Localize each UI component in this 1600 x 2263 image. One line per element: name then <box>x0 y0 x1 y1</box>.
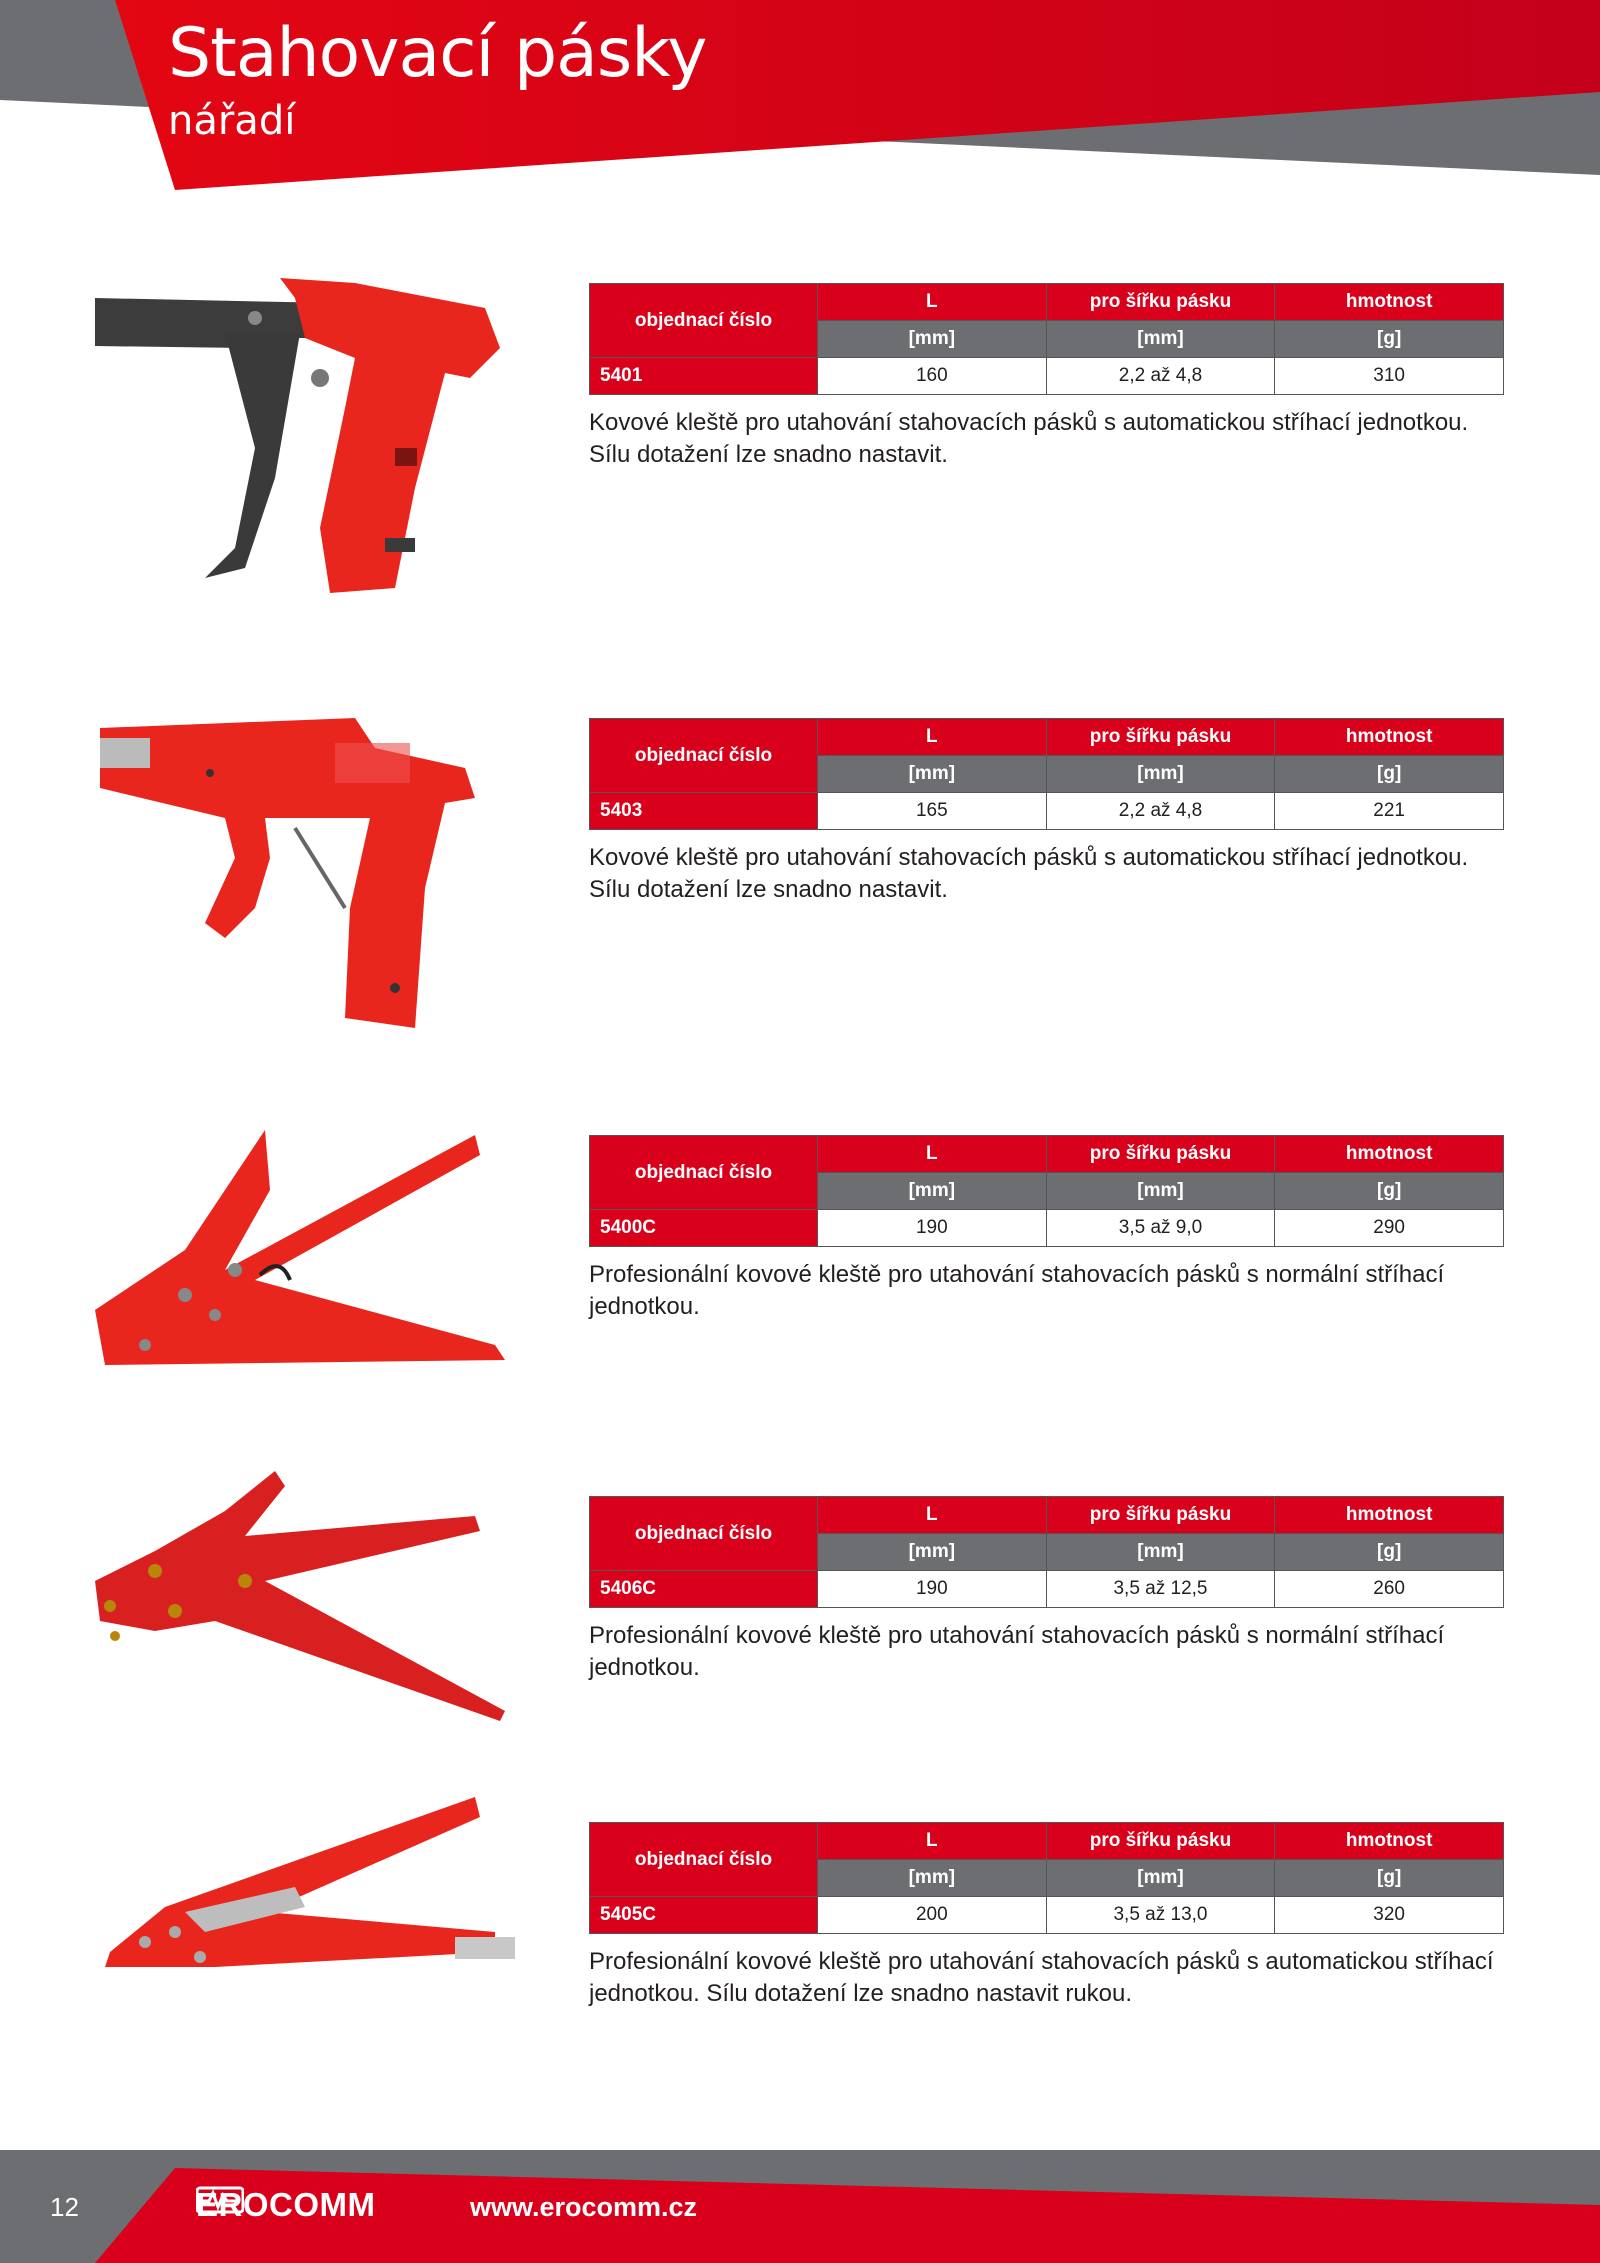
unit-weight: [g] <box>1275 1860 1504 1897</box>
header-weight: hmotnost <box>1275 284 1504 321</box>
unit-width: [mm] <box>1046 321 1275 358</box>
header-order-no: objednací číslo <box>590 284 818 358</box>
header-width: pro šířku pásku <box>1046 1497 1275 1534</box>
cable-tie-gun-illustration <box>95 278 515 598</box>
unit-weight: [g] <box>1275 756 1504 793</box>
erocomm-logo-icon <box>196 2186 244 2214</box>
header-length: L <box>818 1497 1047 1534</box>
weight-value: 310 <box>1275 358 1504 395</box>
product-description: Profesionální kovové kleště pro utahování stahovacích pásků s normální stříhací jednotkou. <box>589 1261 1445 1320</box>
order-number: 5403 <box>590 793 818 830</box>
page-header <box>0 0 1600 200</box>
brand-name: EROCOMM <box>196 2186 376 2223</box>
brand-logo <box>196 2186 376 2224</box>
unit-length: [mm] <box>818 1534 1047 1571</box>
product-description: Kovové kleště pro utahování stahovacích pásků s automatickou stříhací jednotkou. Sílu dotažení lze snadno nastavit. <box>589 844 1469 903</box>
unit-weight: [g] <box>1275 1534 1504 1571</box>
order-number: 5401 <box>590 358 818 395</box>
cable-tie-tensioner-illustration <box>95 1471 515 1791</box>
unit-weight: [g] <box>1275 321 1504 358</box>
weight-value: 260 <box>1275 1571 1504 1608</box>
header-weight: hmotnost <box>1275 719 1504 756</box>
header-length: L <box>818 1136 1047 1173</box>
weight-value: 221 <box>1275 793 1504 830</box>
length-value: 200 <box>818 1897 1047 1934</box>
header-length: L <box>818 719 1047 756</box>
spec-table <box>589 1496 1504 1608</box>
table-row <box>590 793 1504 830</box>
order-number: 5400C <box>590 1210 818 1247</box>
table-row <box>590 1571 1504 1608</box>
unit-length: [mm] <box>818 1173 1047 1210</box>
width-value: 2,2 až 4,8 <box>1046 793 1275 830</box>
width-value: 2,2 až 4,8 <box>1046 358 1275 395</box>
cable-tie-gun-illustration <box>95 708 515 1028</box>
product-description: Kovové kleště pro utahování stahovacích pásků s automatickou stříhací jednotkou. Sílu dotažení lze snadno nastavit. <box>589 409 1469 468</box>
spec-table <box>589 1135 1504 1247</box>
order-number: 5406C <box>590 1571 818 1608</box>
width-value: 3,5 až 12,5 <box>1046 1571 1275 1608</box>
product-description: Profesionální kovové kleště pro utahování stahovacích pásků s normální stříhací jednotkou. <box>589 1622 1445 1681</box>
length-value: 165 <box>818 793 1047 830</box>
page-footer <box>0 2150 1600 2263</box>
unit-width: [mm] <box>1046 1860 1275 1897</box>
header-width: pro šířku pásku <box>1046 284 1275 321</box>
header-width: pro šířku pásku <box>1046 1136 1275 1173</box>
header-order-no: objednací číslo <box>590 719 818 793</box>
page-number: 12 <box>50 2192 79 2222</box>
header-weight: hmotnost <box>1275 1497 1504 1534</box>
unit-width: [mm] <box>1046 756 1275 793</box>
weight-value: 320 <box>1275 1897 1504 1934</box>
header-weight: hmotnost <box>1275 1136 1504 1173</box>
spec-table <box>589 1822 1504 1934</box>
length-value: 190 <box>818 1210 1047 1247</box>
table-row <box>590 1897 1504 1934</box>
header-order-no: objednací číslo <box>590 1497 818 1571</box>
header-order-no: objednací číslo <box>590 1136 818 1210</box>
product-image <box>95 1471 515 1791</box>
product-description: Profesionální kovové kleště pro utahování stahovacích pásků s automatickou stříhací jednotkou. Sílu dotažení lze snadno nastavit rukou. <box>589 1948 1494 2007</box>
width-value: 3,5 až 9,0 <box>1046 1210 1275 1247</box>
page-title: Stahovací pásky <box>168 14 707 93</box>
table-row <box>590 358 1504 395</box>
product-image <box>95 278 515 598</box>
length-value: 160 <box>818 358 1047 395</box>
product-image <box>95 708 515 1028</box>
website-link[interactable]: www.erocomm.cz <box>470 2192 698 2222</box>
table-row <box>590 1210 1504 1247</box>
cable-tie-tensioner-illustration <box>95 1130 515 1450</box>
weight-value: 290 <box>1275 1210 1504 1247</box>
page-subtitle: nářadí <box>168 98 296 144</box>
product-image <box>95 1130 515 1450</box>
width-value: 3,5 až 13,0 <box>1046 1897 1275 1934</box>
spec-table <box>589 283 1504 395</box>
unit-width: [mm] <box>1046 1534 1275 1571</box>
order-number: 5405C <box>590 1897 818 1934</box>
header-width: pro šířku pásku <box>1046 719 1275 756</box>
spec-table <box>589 718 1504 830</box>
unit-width: [mm] <box>1046 1173 1275 1210</box>
header-order-no: objednací číslo <box>590 1823 818 1897</box>
unit-length: [mm] <box>818 756 1047 793</box>
header-length: L <box>818 284 1047 321</box>
unit-weight: [g] <box>1275 1173 1504 1210</box>
header-width: pro šířku pásku <box>1046 1823 1275 1860</box>
product-image <box>95 1792 545 2112</box>
unit-length: [mm] <box>818 321 1047 358</box>
header-weight: hmotnost <box>1275 1823 1504 1860</box>
header-length: L <box>818 1823 1047 1860</box>
cable-tie-tensioner-illustration <box>95 1792 545 2112</box>
length-value: 190 <box>818 1571 1047 1608</box>
unit-length: [mm] <box>818 1860 1047 1897</box>
